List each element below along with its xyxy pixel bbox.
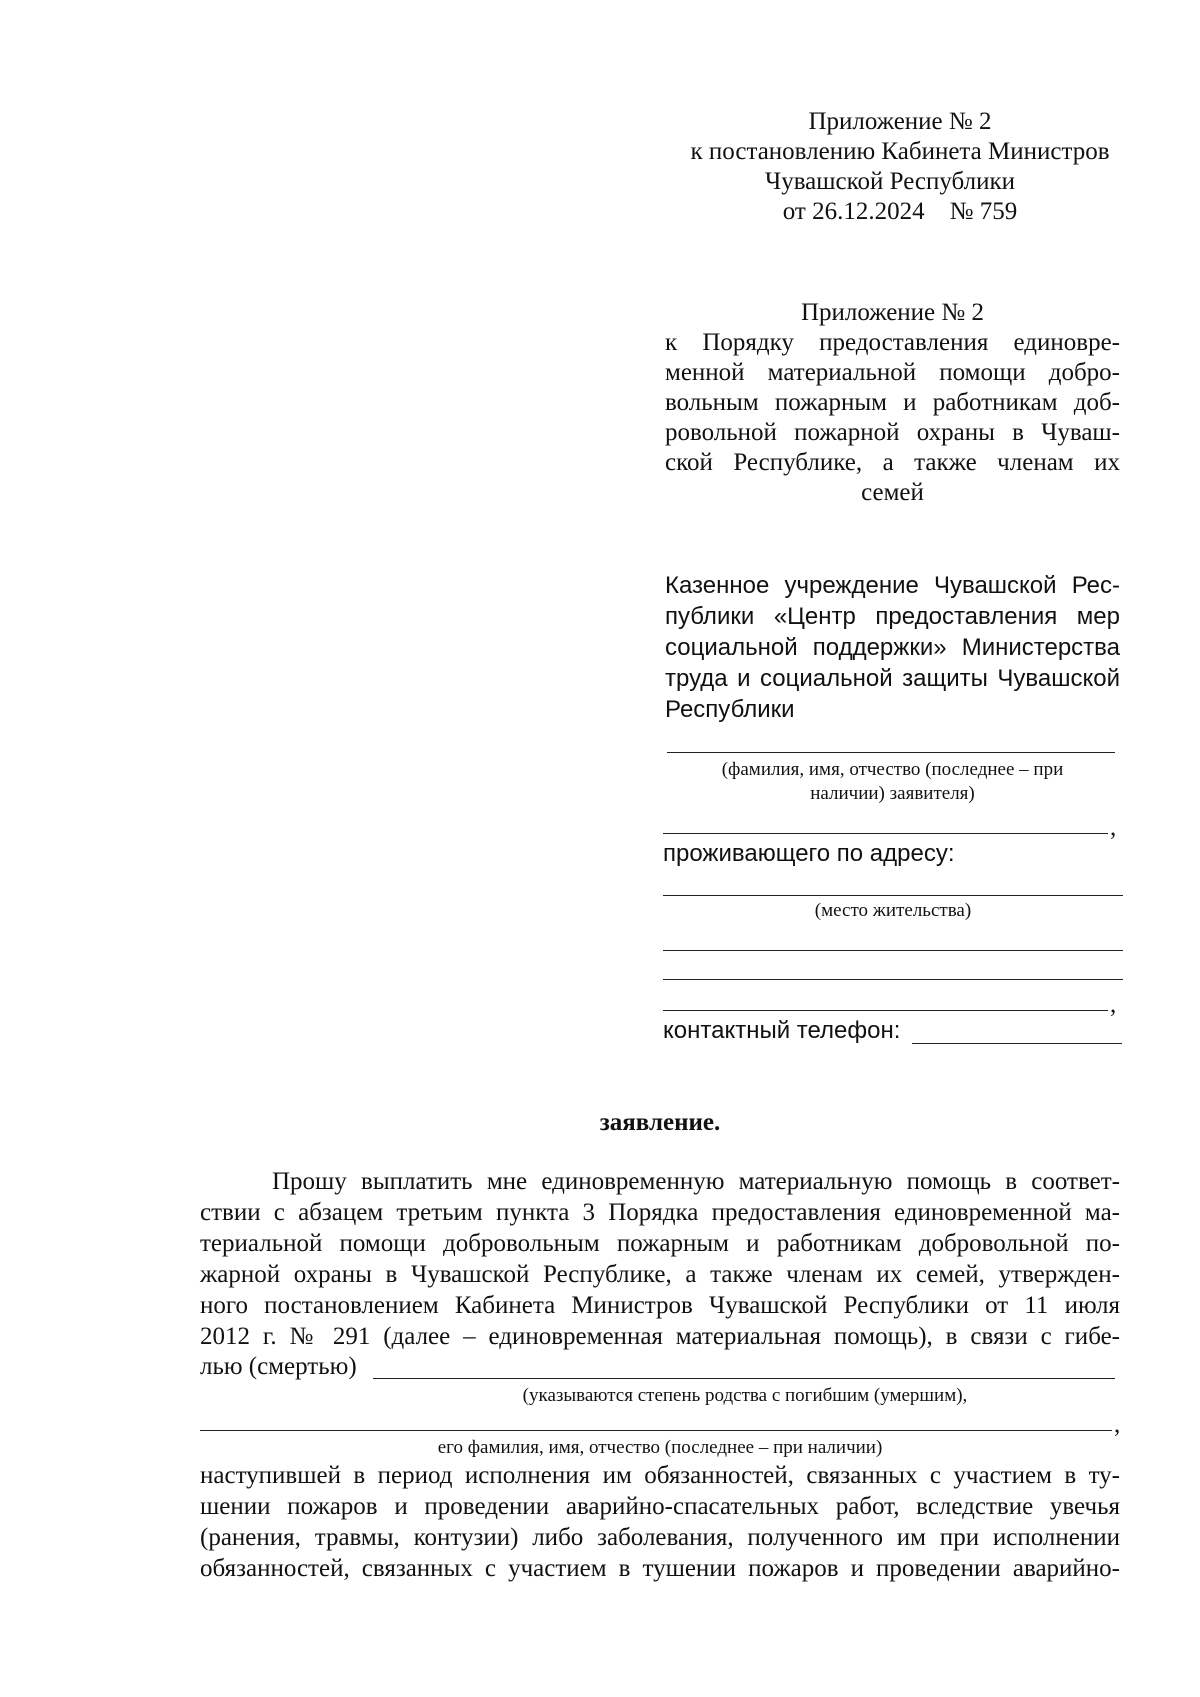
deceased-name-field[interactable] bbox=[200, 1430, 1112, 1431]
appendix-order-line: ровольной пожарной охраны в Чуваш- bbox=[665, 419, 1120, 446]
residence-field[interactable] bbox=[663, 895, 1123, 896]
addressee-block bbox=[665, 570, 1120, 725]
appendix-order-title: Приложение № 2 bbox=[800, 299, 985, 326]
statement-continuation-line: шении пожаров и проведении аварийно-спасательных работ, вследствие увечья bbox=[200, 1493, 1120, 1520]
phone-field[interactable] bbox=[912, 1043, 1122, 1044]
appendix-order-line: ской Республике, а также членам их bbox=[665, 449, 1120, 476]
appendix-number: Приложение № 2 bbox=[808, 108, 992, 135]
appendix-order-line: менной материальной помощи добро- bbox=[665, 359, 1120, 386]
addressee-line: Казенное учреждение Чувашской Рес- bbox=[665, 572, 1120, 599]
name-hint-line: (фамилия, имя, отчество (последнее – при bbox=[721, 759, 1064, 780]
residence-field-4[interactable] bbox=[663, 1010, 1108, 1011]
appendix-header bbox=[640, 107, 1160, 227]
appendix-republic: Чувашской Республики bbox=[764, 168, 1016, 195]
statement-title: заявление. bbox=[599, 1109, 721, 1136]
statement-continuation-line: обязанностей, связанных с участием в тушении пожаров и проведении аварийно- bbox=[200, 1555, 1120, 1582]
appendix-order-line-last: семей bbox=[861, 479, 924, 506]
addressee-line: труда и социальной защиты Чувашской bbox=[665, 665, 1120, 692]
statement-line: териальной помощи добровольным пожарным и работникам добровольной по- bbox=[200, 1230, 1120, 1257]
addressee-line: социальной поддержки» Министерства bbox=[665, 634, 1120, 661]
comma: , bbox=[1110, 991, 1117, 1018]
addressee-line: публики «Центр предоставления мер bbox=[665, 603, 1120, 630]
deceased-name-hint: его фамилия, имя, отчество (последнее – при наличии) bbox=[437, 1437, 883, 1458]
residence-hint: (место жительства) bbox=[814, 900, 972, 921]
statement-continuation-line: наступившей в период исполнения им обязанностей, связанных с участием в ту- bbox=[200, 1462, 1120, 1489]
residence-field-2[interactable] bbox=[663, 950, 1123, 951]
relation-hint: (указываются степень родства с погибшим (умершим), bbox=[522, 1385, 968, 1406]
statement-line: ного постановлением Кабинета Министров Чувашской Республики от 11 июля bbox=[200, 1292, 1120, 1319]
addressee-line-last: Республики bbox=[665, 696, 795, 723]
statement-continuation-line: (ранения, травмы, контузии) либо заболевания, полученного им при исполнении bbox=[200, 1524, 1120, 1551]
statement-line: ствии с абзацем третьим пункта 3 Порядка предоставления единовременной ма- bbox=[200, 1199, 1120, 1226]
applicant-name-field[interactable] bbox=[667, 752, 1115, 753]
residence-field-3[interactable] bbox=[663, 979, 1123, 980]
death-label: лью (смертью) bbox=[200, 1353, 357, 1380]
comma: , bbox=[1114, 1411, 1121, 1438]
applicant-name-hint bbox=[665, 758, 1120, 806]
comma: , bbox=[1110, 814, 1117, 841]
phone-label: контактный телефон: bbox=[663, 1017, 901, 1044]
appendix-decree-ref: к постановлению Кабинета Министров bbox=[690, 138, 1110, 165]
appendix-date-number: от 26.12.2024 № 759 bbox=[782, 198, 1018, 225]
statement-line: Прошу выплатить мне единовременную материальную помощь в соответ- bbox=[272, 1168, 1120, 1195]
name-hint-line: наличии) заявителя) bbox=[810, 783, 975, 804]
applicant-name-field-2[interactable] bbox=[663, 833, 1108, 834]
appendix-order-line: к Порядку предоставления единовре- bbox=[665, 329, 1120, 356]
relation-field[interactable] bbox=[373, 1378, 1115, 1379]
statement-line: жарной охраны в Чувашской Республике, а также членам их семей, утвержден- bbox=[200, 1261, 1120, 1288]
statement-line: 2012 г. № 291 (далее – единовременная материальная помощь), в связи с гибе- bbox=[200, 1323, 1120, 1350]
appendix-order-line: вольным пожарным и работникам доб- bbox=[665, 389, 1120, 416]
residing-label: проживающего по адресу: bbox=[663, 840, 955, 867]
appendix-order-block bbox=[665, 298, 1120, 508]
